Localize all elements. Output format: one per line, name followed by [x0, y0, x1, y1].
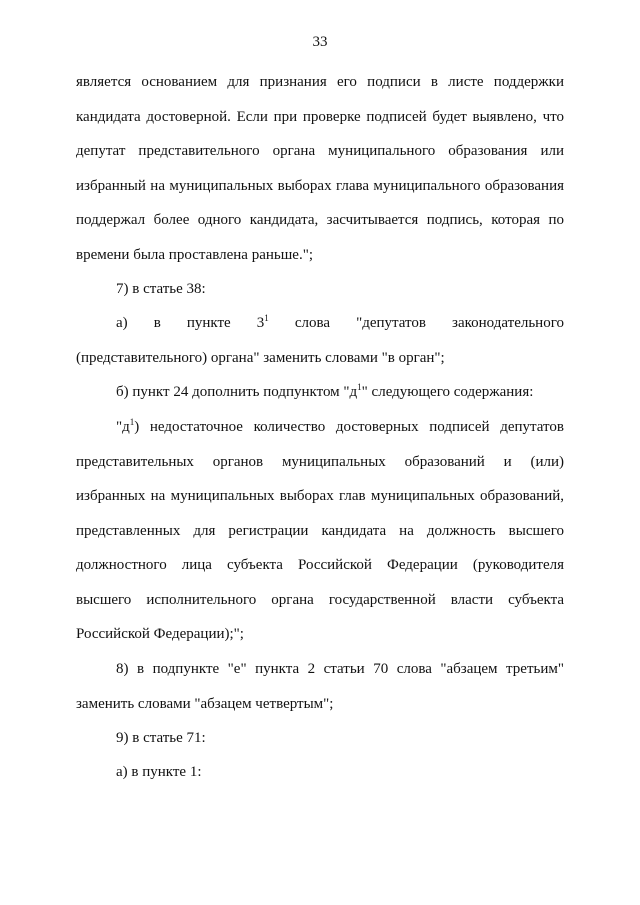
item-7a-line-2: (представительного) органа" заменить словами "в орган"; [76, 349, 445, 366]
item-7b [76, 375, 564, 410]
superscript: 1 [357, 382, 362, 392]
page-number: 33 [312, 34, 328, 50]
item-8-line-2: заменить словами "абзацем четвертым"; [76, 695, 334, 712]
item-7b-text: " следующего содержания: [361, 384, 534, 400]
text-line: депутат представительного органа муниципального образования или [76, 143, 564, 159]
item-7a [76, 306, 564, 375]
superscript: 1 [129, 417, 135, 427]
item-9a [76, 755, 564, 790]
item-8 [76, 652, 564, 721]
item-8-line-1: 8) в подпункте "е" пункта 2 статьи 70 слова "абзацем третьим" [116, 661, 564, 677]
text-line: высшего исполнительного органа государственной власти субъекта [76, 591, 564, 608]
text-line: представительных органов муниципальных образований и (или) [76, 453, 564, 470]
item-7-text: 7) в статье 38: [116, 281, 206, 297]
text-line: представленных для регистрации кандидата на должность высшего [76, 522, 564, 539]
item-7b-text: б) пункт 24 дополнить подпунктом "д [116, 384, 358, 400]
quote-text: "д [116, 419, 130, 435]
paragraph-signature-validity [76, 65, 564, 272]
text-line: избранных на муниципальных выборах глав муниципальных образований, [76, 488, 564, 504]
quoted-subparagraph-d1 [76, 410, 564, 652]
item-7a-text: а) в пункте 3 [116, 315, 265, 331]
text-line: избранный на муниципальных выборах глава муниципального образования [76, 177, 564, 194]
text-line: времени была проставлена раньше."; [76, 246, 313, 263]
text-line: кандидата достоверной. Если при проверке подписей будет выявлено, что [76, 108, 564, 125]
item-7a-line-1 [76, 306, 564, 341]
item-9a-text: а) в пункте 1: [116, 764, 202, 780]
quote-text: ) недостаточное количество достоверных подписей депутатов [134, 419, 564, 435]
item-9-text: 9) в статье 71: [116, 730, 206, 746]
superscript: 1 [264, 313, 269, 323]
item-7 [76, 272, 564, 307]
text-line: Российской Федерации);"; [76, 626, 244, 642]
item-9 [76, 721, 564, 756]
text-line: является основанием для признания его подписи в листе поддержки [76, 74, 564, 90]
text-line: должностного лица субъекта Российской Федерации (руководителя [76, 557, 564, 573]
item-7a-text: слова "депутатов законодательного [268, 315, 564, 331]
quote-line-1 [76, 410, 564, 445]
text-line: поддержал более одного кандидата, засчитывается подпись, которая по [76, 212, 564, 228]
item-7b-line [76, 375, 564, 410]
